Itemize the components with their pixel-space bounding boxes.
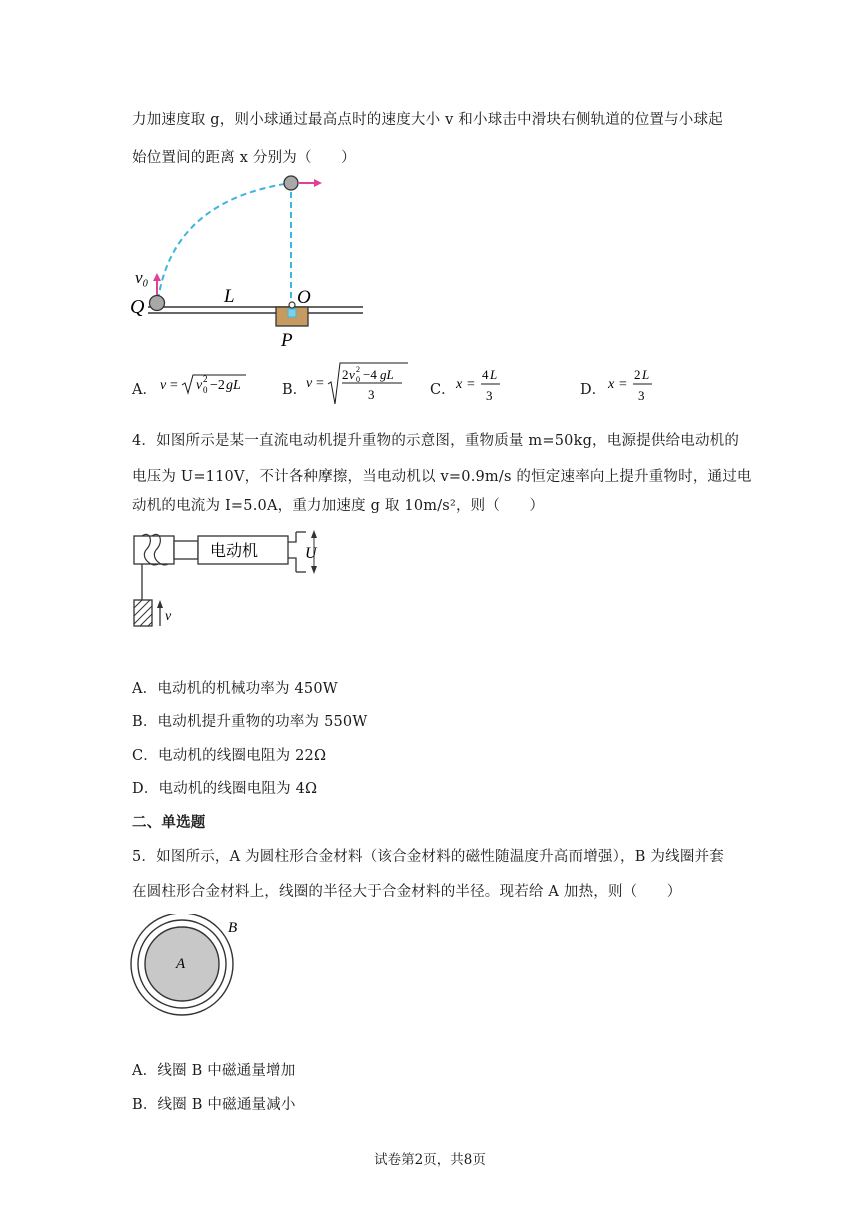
q4-option-c: C．电动机的线圈电阻为 22Ω bbox=[132, 748, 327, 764]
q3-option-d-expr bbox=[606, 364, 656, 408]
q3-text-line2: 始位置间的距离 x 分别为（ ） bbox=[132, 150, 356, 166]
svg-text:−4: −4 bbox=[363, 367, 377, 382]
q5-text-line1: 5．如图所示，A 为圆柱形合金材料（该合金材料的磁性随温度升高而增强），B 为线圈并套 bbox=[132, 849, 724, 865]
svg-text:=: = bbox=[467, 377, 475, 392]
svg-text:x: x bbox=[608, 377, 615, 392]
trajectory-curve bbox=[158, 183, 291, 300]
q4-figure bbox=[128, 528, 338, 630]
motor-label: 电动机 bbox=[210, 541, 259, 560]
svg-text:L: L bbox=[490, 367, 498, 382]
q3-option-c-expr bbox=[454, 364, 504, 408]
q4-option-a: A．电动机的机械功率为 450W bbox=[132, 681, 338, 697]
q4-text-line3: 动机的电流为 I=5.0A，重力加速度 g 取 10m/s²，则（ ） bbox=[132, 498, 545, 514]
svg-text:v: v bbox=[196, 378, 203, 393]
svg-text:0: 0 bbox=[356, 375, 360, 384]
q3-option-b-expr bbox=[304, 360, 412, 406]
svg-text:=: = bbox=[316, 376, 324, 391]
q3-option-b-label: B． bbox=[282, 382, 308, 398]
q5-option-b: B．线圈 B 中磁通量减小 bbox=[132, 1097, 296, 1113]
ball-start bbox=[150, 296, 165, 311]
section-heading: 二、单选题 bbox=[132, 814, 206, 831]
svg-text:x: x bbox=[456, 377, 463, 392]
svg-text:v: v bbox=[160, 378, 167, 393]
svg-text:gL: gL bbox=[226, 378, 241, 393]
label-B: B bbox=[228, 920, 238, 936]
q3-figure bbox=[128, 170, 368, 352]
label-L: L bbox=[224, 286, 235, 307]
svg-text:2: 2 bbox=[342, 367, 349, 382]
label-P: P bbox=[281, 330, 293, 351]
drum bbox=[134, 536, 174, 564]
q3-option-a-label: A． bbox=[132, 382, 157, 398]
svg-text:−2: −2 bbox=[210, 378, 225, 393]
svg-text:2: 2 bbox=[203, 374, 208, 384]
svg-text:v: v bbox=[349, 367, 355, 382]
svg-text:2: 2 bbox=[634, 367, 641, 382]
svg-text:0: 0 bbox=[203, 385, 208, 395]
page-footer: 试卷第2页，共8页 bbox=[374, 1152, 486, 1168]
svg-text:3: 3 bbox=[638, 388, 645, 403]
svg-text:3: 3 bbox=[486, 388, 493, 403]
svg-text:L: L bbox=[642, 367, 650, 382]
svg-text:v: v bbox=[306, 376, 313, 391]
label-v: v bbox=[165, 609, 172, 624]
svg-text:=: = bbox=[170, 378, 178, 393]
svg-text:gL: gL bbox=[380, 367, 394, 382]
q4-text-line2: 电压为 U=110V，不计各种摩擦，当电动机以 v=0.9m/s 的恒定速率向上提升重物时，通过电 bbox=[132, 469, 752, 485]
q4-option-b: B．电动机提升重物的功率为 550W bbox=[132, 714, 368, 730]
svg-text:=: = bbox=[619, 377, 627, 392]
label-Q: Q bbox=[130, 296, 145, 318]
label-U: U bbox=[305, 545, 317, 562]
svg-text:3: 3 bbox=[368, 387, 375, 402]
svg-text:2: 2 bbox=[356, 365, 360, 374]
q5-text-line2: 在圆柱形合金材料上，线圈的半径大于合金材料的半径。现若给 A 加热，则（ ） bbox=[132, 884, 682, 900]
q3-option-a-expr bbox=[158, 370, 248, 400]
label-v0: v₀ bbox=[135, 268, 149, 287]
q3-option-d-label: D． bbox=[580, 382, 607, 398]
ball-top bbox=[284, 176, 298, 190]
q5-figure bbox=[128, 914, 248, 1018]
svg-text:4: 4 bbox=[482, 367, 489, 382]
q3-option-c-label: C． bbox=[430, 382, 456, 398]
label-A: A bbox=[176, 956, 186, 972]
label-O: O bbox=[297, 287, 311, 308]
q5-option-a: A．线圈 B 中磁通量增加 bbox=[132, 1063, 296, 1079]
q4-text-line1: 4．如图所示是某一直流电动机提升重物的示意图，重物质量 m=50kg，电源提供给电动机的 bbox=[132, 433, 740, 449]
q4-option-d: D．电动机的线圈电阻为 4Ω bbox=[132, 781, 318, 797]
q3-text-line1: 力加速度取 g，则小球通过最高点时的速度大小 v 和小球击中滑块右侧轨道的位置与小球起 bbox=[132, 112, 723, 128]
